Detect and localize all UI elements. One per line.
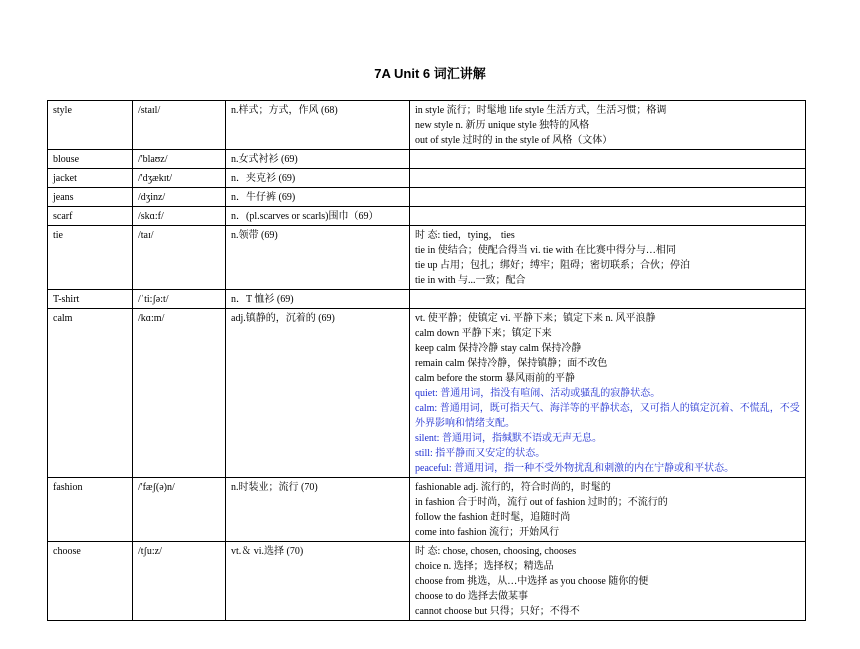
word-cell: choose — [48, 542, 133, 621]
word-cell: blouse — [48, 150, 133, 169]
phonetic-cell: /tʃu:z/ — [133, 542, 226, 621]
note-line: come into fashion 流行；开始风行 — [415, 527, 560, 538]
phonetic-cell: /taɪ/ — [133, 226, 226, 290]
word-cell: style — [48, 101, 133, 150]
synonym-note: still: 指平静而又安定的状态。 — [415, 448, 546, 459]
note-line: 时 态: tied，tying， ties — [415, 230, 515, 241]
word-cell: tie — [48, 226, 133, 290]
page-title: 7A Unit 6 词汇讲解 — [374, 66, 486, 81]
meaning-cell: adj.镇静的，沉着的 (69) — [226, 309, 410, 478]
phonetic-cell: /'blaʊz/ — [133, 150, 226, 169]
phonetic-cell: /'dʒækɪt/ — [133, 169, 226, 188]
meaning-cell: n.时装业；流行 (70) — [226, 478, 410, 542]
note-line: calm down 平静下来；镇定下来 — [415, 328, 552, 339]
note-line: new style n. 新历 unique style 独特的风格 — [415, 120, 590, 131]
notes-cell — [410, 226, 806, 290]
table-row — [48, 542, 806, 621]
note-line: follow the fashion 赶时髦，追随时尚 — [415, 512, 571, 523]
table-row — [48, 169, 806, 188]
table-row — [48, 226, 806, 290]
table-row — [48, 188, 806, 207]
notes-cell — [410, 101, 806, 150]
synonym-note: calm: 普通用词，既可指天气、海洋等的平静状态，又可指人的镇定沉着、不慌乱，不受外界影响和情绪支配。 — [415, 403, 800, 429]
synonym-note: quiet: 普通用词，指没有喧闹、活动或骚乱的寂静状态。 — [415, 388, 661, 399]
note-line: keep calm 保持冷静 stay calm 保持冷静 — [415, 343, 582, 354]
table-row — [48, 290, 806, 309]
note-line: in style 流行；时髦地 life style 生活方式，生活习惯；格调 — [415, 105, 667, 116]
notes-cell — [410, 169, 806, 188]
phonetic-cell: /'fæʃ(ə)n/ — [133, 478, 226, 542]
phonetic-cell: /dʒinz/ — [133, 188, 226, 207]
notes-cell — [410, 542, 806, 621]
table-row — [48, 150, 806, 169]
table-row — [48, 101, 806, 150]
meaning-cell: vt.＆ vi.选择 (70) — [226, 542, 410, 621]
note-line: 时 态: chose, chosen, choosing, chooses — [415, 546, 577, 557]
phonetic-cell: /staɪl/ — [133, 101, 226, 150]
meaning-cell: n.女式衬衫 (69) — [226, 150, 410, 169]
table-row — [48, 309, 806, 478]
word-cell: jacket — [48, 169, 133, 188]
note-line: tie in with 与...一致；配合 — [415, 275, 526, 286]
note-line: cannot choose but 只得；只好；不得不 — [415, 606, 580, 617]
note-line: choose from 挑选，从…中选择 as you choose 随你的便 — [415, 576, 649, 587]
phonetic-cell: /skɑ:f/ — [133, 207, 226, 226]
table-row — [48, 207, 806, 226]
notes-cell — [410, 207, 806, 226]
notes-cell — [410, 478, 806, 542]
note-line: fashionable adj. 流行的，符合时尚的，时髦的 — [415, 482, 611, 493]
phonetic-cell: /kɑ:m/ — [133, 309, 226, 478]
note-line: remain calm 保持冷静，保持镇静；面不改色 — [415, 358, 608, 369]
notes-cell — [410, 188, 806, 207]
note-line: calm before the storm 暴风雨前的平静 — [415, 373, 575, 384]
meaning-cell: n.领带 (69) — [226, 226, 410, 290]
meaning-cell: n.样式；方式，作风 (68) — [226, 101, 410, 150]
notes-cell — [410, 150, 806, 169]
phonetic-cell: /ˈti:ʃə:t/ — [133, 290, 226, 309]
note-line: tie up 占用；包扎；绑好；缚牢；阻碍；密切联系；合伙；停泊 — [415, 260, 690, 271]
note-line: out of style 过时的 in the style of 风格（文体） — [415, 135, 613, 146]
word-cell: jeans — [48, 188, 133, 207]
meaning-cell: n．夹克衫 (69) — [226, 169, 410, 188]
word-cell: scarf — [48, 207, 133, 226]
note-line: vt. 使平静；使镇定 vi. 平静下来；镇定下来 n. 风平浪静 — [415, 313, 656, 324]
note-line: tie in 使结合；使配合得当 vi. tie with 在比赛中得分与…相同 — [415, 245, 676, 256]
notes-cell — [410, 309, 806, 478]
meaning-cell: n．牛仔裤 (69) — [226, 188, 410, 207]
synonym-note: peaceful: 普通用词，指一种不受外物扰乱和刺激的内在宁静或和平状态。 — [415, 463, 735, 474]
note-line: in fashion 合于时尚，流行 out of fashion 过时的；不流行的 — [415, 497, 668, 508]
note-line: choose to do 选择去做某事 — [415, 591, 529, 602]
synonym-note: silent: 普通用词，指缄默不语或无声无息。 — [415, 433, 602, 444]
vocabulary-table — [47, 100, 806, 621]
note-line: choice n. 选择；选择权；精选品 — [415, 561, 554, 572]
notes-cell — [410, 290, 806, 309]
word-cell: T-shirt — [48, 290, 133, 309]
meaning-cell: n．T 恤衫 (69) — [226, 290, 410, 309]
table-row — [48, 478, 806, 542]
meaning-cell: n．(pl.scarves or scarls)围巾（69） — [226, 207, 410, 226]
word-cell: calm — [48, 309, 133, 478]
word-cell: fashion — [48, 478, 133, 542]
